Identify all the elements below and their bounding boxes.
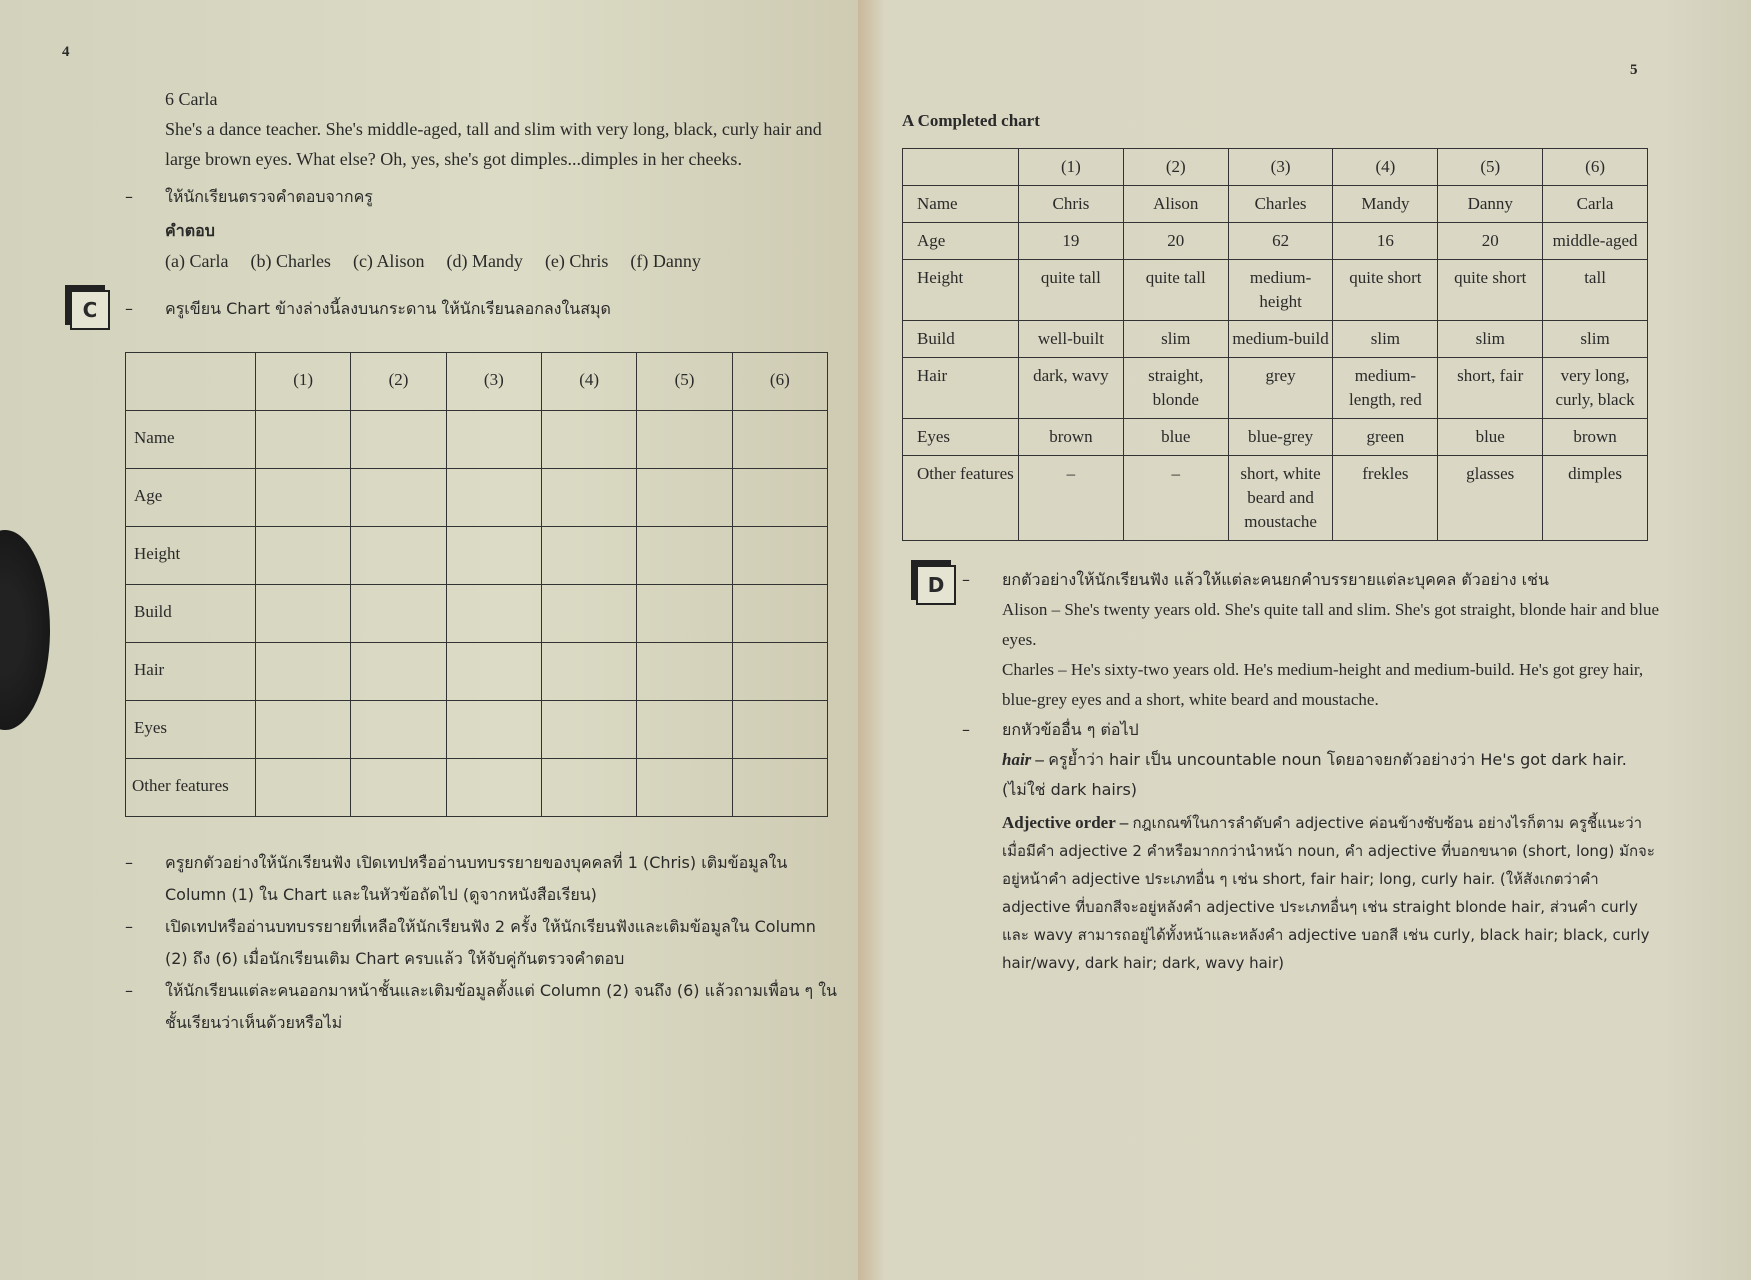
row-label: Eyes — [126, 701, 256, 759]
table-cell: straight, blonde — [1123, 358, 1228, 419]
charles-example: Charles – He's sixty-two years old. He's medium-height and medium-build. He's got grey hair, blue-grey eyes and a short, white beard and moustache. — [1002, 660, 1644, 709]
table-cell: Mandy — [1333, 186, 1438, 223]
table-cell: brown — [1019, 419, 1124, 456]
column-header: (1) — [1019, 149, 1124, 186]
d-instruction: – ยกตัวอย่างให้นักเรียนฟัง แล้วให้แต่ละคนยกคำบรรยายแต่ละบุคคล ตัวอย่าง เช่น — [962, 570, 1549, 589]
row-label: Name — [126, 411, 256, 469]
column-header: (2) — [1123, 149, 1228, 186]
table-cell: glasses — [1438, 456, 1543, 541]
table-row — [903, 419, 1648, 456]
table-cell: Alison — [1123, 186, 1228, 223]
answer: (d) Mandy — [446, 251, 523, 271]
blank-chart — [125, 352, 828, 817]
table-cell: quite short — [1333, 260, 1438, 321]
instruction-text: ให้นักเรียนแต่ละคนออกมาหน้าชั้นและเติมข้อมูลตั้งแต่ Column (2) จนถึง (6) แล้วถามเพื่อน ๆ ในชั้นเรียนว่าเห็นด้วยหรือไม่ — [165, 981, 837, 1032]
row-label: Hair — [903, 358, 1019, 419]
row-label: Build — [903, 321, 1019, 358]
section-d-badge: D — [916, 565, 956, 605]
section-c-header — [82, 290, 840, 334]
row-label: Height — [126, 527, 256, 585]
table-cell: 16 — [1333, 223, 1438, 260]
d-instruction-text: ยกตัวอย่างให้นักเรียนฟัง แล้วให้แต่ละคนยกคำบรรยายแต่ละบุคคล ตัวอย่าง เช่น — [1002, 570, 1549, 589]
row-label: Name — [903, 186, 1019, 223]
table-cell: dimples — [1543, 456, 1648, 541]
hair-note — [962, 745, 1662, 805]
answer: (f) Danny — [630, 251, 701, 271]
column-header: (5) — [637, 353, 732, 411]
table-cell: quite short — [1438, 260, 1543, 321]
column-header: (5) — [1438, 149, 1543, 186]
row-label: Hair — [126, 643, 256, 701]
table-cell: tall — [1543, 260, 1648, 321]
table-cell: slim — [1438, 321, 1543, 358]
section-c-row: – ครูเขียน Chart ข้างล่างนี้ลงบนกระดาน ให้นักเรียนลอกลงในสมุด — [125, 299, 611, 318]
adjective-order-text: กฎเกณฑ์ในการลำดับคำ adjective ค่อนข้างซับซ้อน อย่างไรก็ตาม ครูชี้แนะว่า เมื่อมีคำ adjective 2 คำหรือมากกว่านำหน้า noun, คำ adjective ที่บอกขนาด (short, long) มักจะอยู่หน้าคำ adjective ประเภทอื่น ๆ เช่น short, fair hair; long, curly hair. (ให้สังเกตว่าคำ adjective ที่บอกสีจะอยู่หลังคำ adjective ประเภทอื่นๆ เช่น straight blonde hair, ส่วนคำ curly และ wavy สามารถอยู่ได้ทั้งหน้าและหลังคำ adjective บอกสี เช่น curly, black hair; black, curly hair/wavy, dark hair; dark, wavy hair) — [1002, 814, 1655, 972]
table-cell: slim — [1543, 321, 1648, 358]
table-cell: Carla — [1543, 186, 1648, 223]
row-label: Age — [903, 223, 1019, 260]
answer-label: คำตอบ — [165, 221, 215, 240]
instruction-text: ครูยกตัวอย่างให้นักเรียนฟัง เปิดเทปหรืออ่านบทบรรยายของบุคคลที่ 1 (Chris) เติมข้อมูลใน Column (1) ใน Chart และในหัวข้อถัดไป (ดูจากหนังสือเรียน) — [165, 853, 788, 904]
table-cell: very long, curly, black — [1543, 358, 1648, 419]
next-topic-text: ยกหัวข้ออื่น ๆ ต่อไป — [1002, 720, 1139, 739]
table-cell: blue — [1123, 419, 1228, 456]
instruction-text: เปิดเทปหรืออ่านบทบรรยายที่เหลือให้นักเรียนฟัง 2 ครั้ง ให้นักเรียนฟังและเติมข้อมูลใน Column (2) ถึง (6) เมื่อนักเรียนเติม Chart ครบแล้ว ให้จับคู่กันตรวจคำตอบ — [165, 917, 816, 968]
table-row — [903, 358, 1648, 419]
adjective-note — [962, 809, 1662, 977]
row-label: Build — [126, 585, 256, 643]
column-header: (6) — [732, 353, 827, 411]
column-header: (1) — [256, 353, 351, 411]
row-label: Other features — [126, 759, 256, 817]
binder-clip — [0, 530, 50, 730]
row-label: Age — [126, 469, 256, 527]
alison-example: Alison – She's twenty years old. She's quite tall and slim. She's got straight, blonde hair and blue eyes. — [1002, 600, 1659, 649]
column-header: (3) — [1228, 149, 1333, 186]
next-topic: – ยกหัวข้ออื่น ๆ ต่อไป — [962, 720, 1139, 739]
table-row — [903, 149, 1648, 186]
table-cell: frekles — [1333, 456, 1438, 541]
column-header: (6) — [1543, 149, 1648, 186]
table-cell: – — [1123, 456, 1228, 541]
table-cell: green — [1333, 419, 1438, 456]
right-page — [858, 0, 1751, 1280]
table-cell: 20 — [1123, 223, 1228, 260]
table-cell: slim — [1123, 321, 1228, 358]
table-cell: short, white beard and moustache — [1228, 456, 1333, 541]
table-cell: quite tall — [1019, 260, 1124, 321]
answers — [125, 246, 840, 276]
left-page — [0, 0, 858, 1280]
left-content — [82, 84, 840, 1039]
table-row — [903, 223, 1648, 260]
completed-chart — [902, 148, 1648, 541]
examples — [962, 595, 1662, 715]
section-c-badge: C — [70, 290, 110, 330]
table-cell: Charles — [1228, 186, 1333, 223]
table-cell: 19 — [1019, 223, 1124, 260]
chart-title: A Completed chart — [902, 111, 1040, 130]
table-cell: Chris — [1019, 186, 1124, 223]
row-label: Height — [903, 260, 1019, 321]
text-line: large brown eyes. What else? Oh, yes, she's got dimples...dimples in her cheeks. — [165, 149, 742, 169]
table-cell: short, fair — [1438, 358, 1543, 419]
table-cell: 20 — [1438, 223, 1543, 260]
section-c-instruction: ครูเขียน Chart ข้างล่างนี้ลงบนกระดาน ให้นักเรียนลอกลงในสมุด — [165, 299, 611, 318]
table-row — [903, 186, 1648, 223]
column-header: (4) — [541, 353, 636, 411]
table-cell: well-built — [1019, 321, 1124, 358]
row-label: Other features — [903, 456, 1019, 541]
section-d-body — [902, 565, 1662, 977]
answer: (c) Alison — [352, 251, 425, 271]
table-cell: 62 — [1228, 223, 1333, 260]
table-cell: blue — [1438, 419, 1543, 456]
answer: (a) Carla — [165, 251, 229, 271]
table-cell: grey — [1228, 358, 1333, 419]
carla-text — [125, 114, 840, 174]
table-cell: brown — [1543, 419, 1648, 456]
row-label: Eyes — [903, 419, 1019, 456]
instruction-item: – ครูยกตัวอย่างให้นักเรียนฟัง เปิดเทปหรืออ่านบทบรรยายของบุคคลที่ 1 (Chris) เติมข้อมูลใน Column (1) ใน Chart และในหัวข้อถัดไป (ดูจากหนังสือเรียน) — [125, 853, 788, 904]
table-cell: medium-build — [1228, 321, 1333, 358]
check-instruction: ให้นักเรียนตรวจคำตอบจากครู — [165, 187, 373, 206]
table-row — [903, 321, 1648, 358]
table-cell: blue-grey — [1228, 419, 1333, 456]
answer: (e) Chris — [544, 251, 609, 271]
table-cell: medium-length, red — [1333, 358, 1438, 419]
table-cell: Danny — [1438, 186, 1543, 223]
page-number: 4 — [62, 44, 70, 60]
table-row — [903, 260, 1648, 321]
table-row — [903, 456, 1648, 541]
column-header: (3) — [446, 353, 541, 411]
page-number: 5 — [1630, 62, 1638, 78]
table-cell: medium-height — [1228, 260, 1333, 321]
text-line: She's a dance teacher. She's middle-aged, tall and slim with very long, black, curly hair and — [165, 119, 822, 139]
check-row: – ให้นักเรียนตรวจคำตอบจากครู — [125, 187, 373, 206]
column-header: (4) — [1333, 149, 1438, 186]
table-cell: quite tall — [1123, 260, 1228, 321]
instruction-item: – เปิดเทปหรืออ่านบทบรรยายที่เหลือให้นักเรียนฟัง 2 ครั้ง ให้นักเรียนฟังและเติมข้อมูลใน Column (2) ถึง (6) เมื่อนักเรียนเติม Chart ครบแล้ว ให้จับคู่กันตรวจคำตอบ — [125, 917, 816, 968]
adjective-order-label: Adjective order – — [1002, 813, 1129, 832]
instruction-item: – ให้นักเรียนแต่ละคนออกมาหน้าชั้นและเติมข้อมูลตั้งแต่ Column (2) จนถึง (6) แล้วถามเพื่อน ๆ ในชั้นเรียนว่าเห็นด้วยหรือไม่ — [125, 981, 837, 1032]
carla-heading: 6 Carla — [165, 89, 218, 109]
hair-text: ครูย้ำว่า hair เป็น uncountable noun โดยอาจยกตัวอย่างว่า He's got dark hair. (ไม่ใช่ dark hairs) — [1002, 750, 1627, 799]
hair-label: hair – — [1002, 750, 1045, 769]
table-cell: slim — [1333, 321, 1438, 358]
table-cell: dark, wavy — [1019, 358, 1124, 419]
column-header: (2) — [351, 353, 446, 411]
table-cell: – — [1019, 456, 1124, 541]
table-cell: middle-aged — [1543, 223, 1648, 260]
right-content — [902, 108, 1662, 977]
answer: (b) Charles — [250, 251, 331, 271]
instruction-list — [125, 847, 840, 1039]
